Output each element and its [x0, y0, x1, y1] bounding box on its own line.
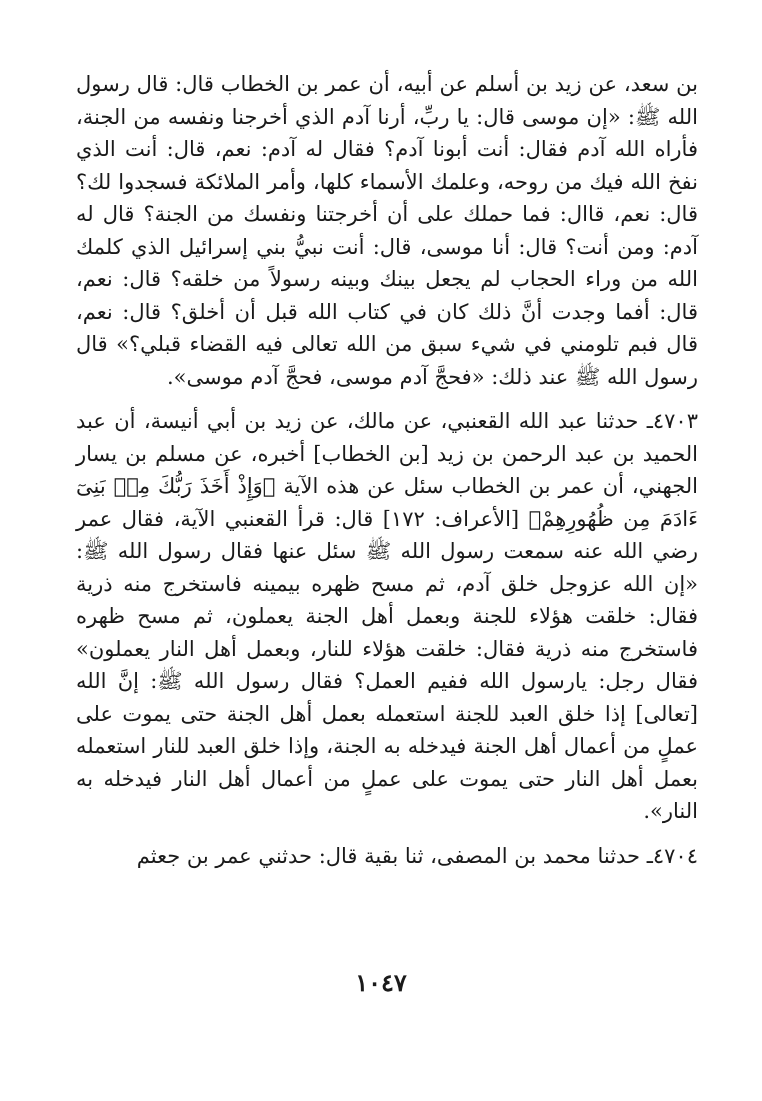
- paragraph-hadith-4704: ٤٧٠٤ـ حدثنا محمد بن المصفى، ثنا بقية قال: حدثني عمر بن جعثم: [136, 843, 698, 868]
- paragraph-hadith-continuation: بن سعد، عن زيد بن أسلم عن أبيه، أن عمر بن الخطاب قال: قال رسول الله ﷺ: «إن موسى قال: يا ربِّ، أرنا آدم الذي أخرجنا ونفسه من الجنة، فأراه الله آدم فقال: أنت أبونا آدم؟ فقال له آدم: نعم، قال: أنت الذي نفخ الله فيك من روحه، وعلمك الأسماء كلها، وأمر الملائكة فسجدوا لك؟ قال: نعم، قاال: فما حملك على أن أخرجتنا ونفسك من الجنة؟ قال له آدم: ومن أنت؟ قال: أنا موسى، قال: أنت نبيُّ بني إسرائيل الذي كلمك الله من وراء الحجاب لم يجعل بينك وبينه رسولاً من خلقه؟ قال: نعم، قال: أفما وجدت أنَّ ذلك كان في كتاب الله قبل أن أخلق؟ قال: نعم، قال فبم تلومني في شيء سبق من الله تعالى فيه القضاء قبلي؟» قال رسول الله ﷺ عند ذلك: «فحجَّ آدم موسى، فحجَّ آدم موسى».: [76, 72, 698, 389]
- page-number: ١٠٤٧: [355, 968, 407, 997]
- page-body: [76, 68, 698, 872]
- paragraph-hadith-4703: ٤٧٠٣ـ حدثنا عبد الله القعنبي، عن مالك، عن زيد بن أبي أنيسة، أن عبد الحميد بن عبد الرحمن بن زيد [بن الخطاب] أخبره، عن مسلم بن يسار الجهني، أن عمر بن الخطاب سئل عن هذه الآية ﴿وَإِذْ أَخَذَ رَبُّكَ مِنۢ بَنِىٓ ءَادَمَ مِن ظُهُورِهِمْ﴾ [الأعراف: ١٧٢] قال: قرأ القعنبي الآية، فقال عمر رضي الله عنه سمعت رسول الله ﷺ سئل عنها فقال رسول الله ﷺ: «إن الله عزوجل خلق آدم، ثم مسح ظهره بيمينه فاستخرج منه ذرية فقال: خلقت هؤلاء للجنة وبعمل أهل الجنة يعملون، ثم مسح ظهره فاستخرج منه ذرية فقال: خلقت هؤلاء للنار، وبعمل أهل النار يعملون» فقال رجل: يارسول الله ففيم العمل؟ فقال رسول الله ﷺ: إنَّ الله [تعالى] إذا خلق العبد للجنة استعمله بعمل أهل الجنة حتى يموت على عملٍ من أعمال أهل الجنة فيدخله به الجنة، وإذا خلق العبد للنار استعمله بعمل أهل النار حتى يموت على عملٍ من أعمال أهل النار فيدخله به النار».: [76, 409, 698, 823]
